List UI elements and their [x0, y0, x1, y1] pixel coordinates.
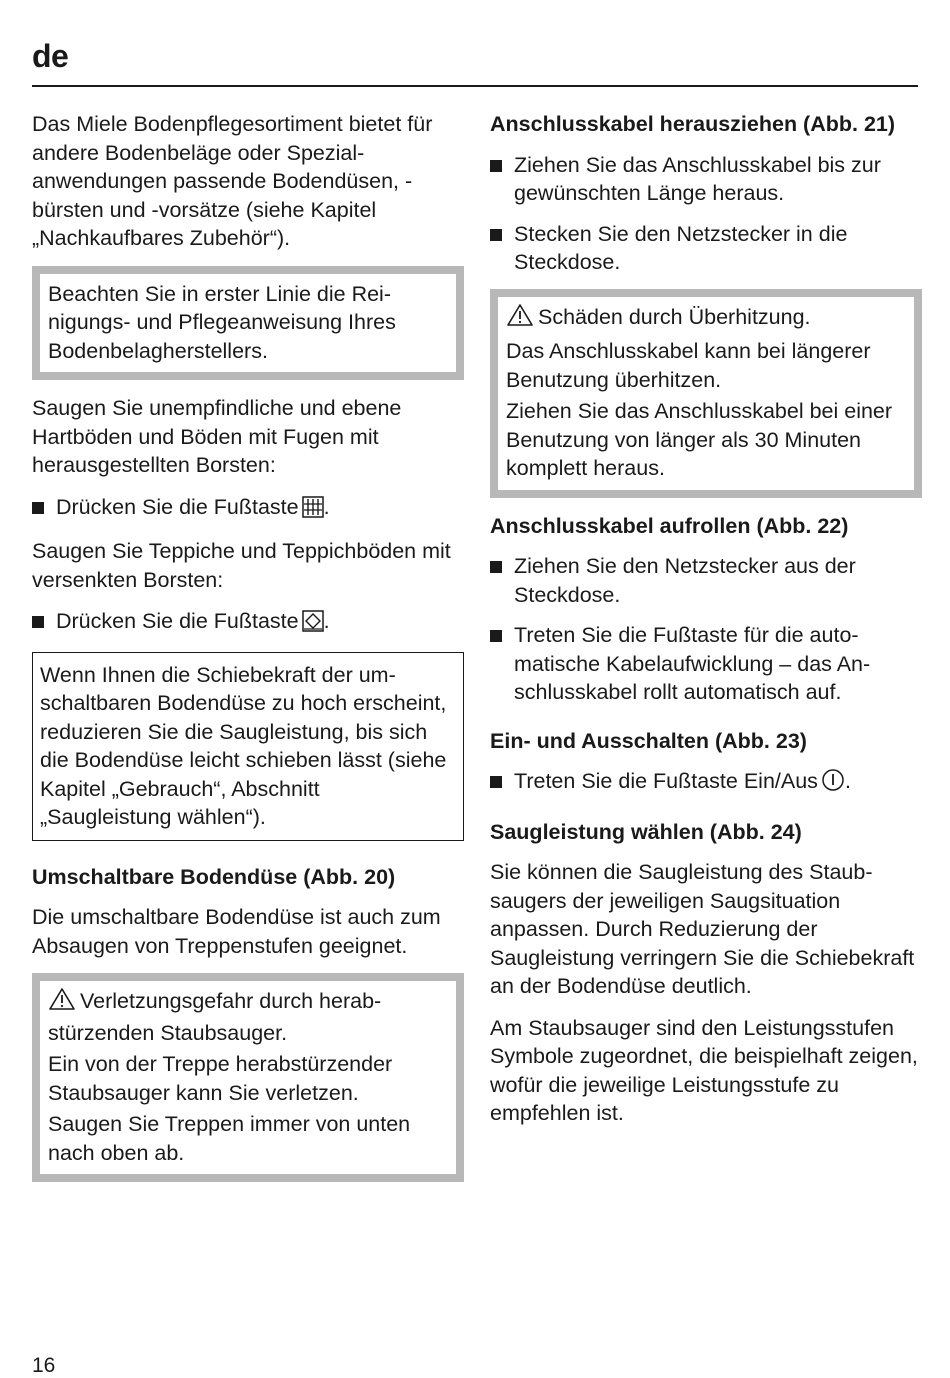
on-off-step: Treten Sie die Fußtaste Ein/Aus .	[490, 767, 922, 800]
carpet-pedal-icon	[302, 610, 324, 640]
on-off-step-text: Treten Sie die Fußtaste Ein/Aus	[514, 769, 818, 793]
stairs-warning-line1: Ein von der Treppe herabstürzender Staubsauger kann Sie verletzen.	[48, 1052, 393, 1105]
heading-on-off: Ein- und Ausschalten (Abb. 23)	[490, 728, 807, 753]
nozzle-paragraph: Die umschaltbare Bodendüse ist auch zum Absaugen von Treppenstufen geeignet.	[32, 905, 441, 958]
header-rule	[32, 85, 918, 87]
heading-pull-cable: Anschlusskabel herausziehen (Abb. 21)	[490, 112, 896, 136]
warning-triangle-icon	[506, 303, 534, 335]
overheat-warning-line2: Ziehen Sie das Anschlusskabel bei einer Benutzung von länger als 30 Minuten komplett heraus.	[506, 399, 893, 480]
heading-suction-power: Saugleistung wählen (Abb. 24)	[490, 819, 802, 844]
carpet-step: Drücken Sie die Fußtaste .	[32, 607, 464, 640]
pull-step-1-text: Ziehen Sie das Anschlusskabel bis zur gewünschten Länge heraus.	[514, 152, 881, 205]
bullet-square	[490, 630, 502, 642]
language-code: de	[32, 38, 69, 74]
push-force-note	[32, 652, 464, 841]
hard-floor-pedal-icon	[302, 496, 324, 526]
bullet-square	[490, 229, 502, 241]
rewind-step-2-text: Treten Sie die Fußtaste für die automatische Kabelaufwicklung – das Anschlusskabel rollt automatisch auf.	[514, 623, 871, 704]
bullet-square	[32, 502, 44, 514]
heading-switchable-nozzle: Umschaltbare Bodendüse (Abb. 20)	[32, 864, 396, 889]
pull-step-1	[490, 151, 922, 208]
floor-care-note-text: Beachten Sie in erster Linie die Reinigungs- und Pflegeanweisung Ihres Bodenbelagherstellers.	[48, 281, 396, 363]
hard-floor-paragraph: Saugen Sie unempfindliche und ebene Hartböden und Böden mit Fugen mit herausgestellten Borsten:	[32, 396, 402, 477]
carpet-step-text: Drücken Sie die Fußtaste	[56, 609, 299, 633]
pull-step-2-text: Stecken Sie den Netzstecker in die Steckdose.	[514, 221, 848, 274]
power-on-off-icon	[821, 768, 845, 800]
page-number: 16	[32, 1354, 56, 1377]
bullet-square	[490, 776, 502, 788]
hard-floor-step-text: Drücken Sie die Fußtaste	[56, 494, 299, 519]
rewind-step-1	[490, 552, 922, 609]
stairs-warning-title: Verletzungsgefahr durch herabstürzenden Staubsauger.	[48, 989, 382, 1045]
floor-care-note	[32, 266, 464, 381]
push-force-note-text: Wenn Ihnen die Schiebekraft der umschaltbaren Bodendüse zu hoch erscheint, reduzieren Sie die Saugleistung, bis sich die Bodendüse leicht schieben lässt (siehe Kapitel „Gebrauch“, Abschnitt „Saugleistung wählen“).	[40, 662, 447, 829]
bullet-square	[490, 160, 502, 172]
stairs-warning-line2: Saugen Sie Treppen immer von unten nach oben ab.	[48, 1112, 411, 1165]
overheat-warning-line1: Das Anschlusskabel kann bei längerer Benutzung überhitzen.	[506, 339, 871, 392]
intro-paragraph: Das Miele Bodenpflegesortiment bietet für andere Bodenbeläge oder Spezialanwendungen passende Bodendüsen, -bürsten und -vorsätze (siehe Kapitel „Nachkaufbares Zubehör“).	[32, 112, 433, 250]
rewind-step-2	[490, 621, 922, 707]
hard-floor-step: Drücken Sie die Fußtaste .	[32, 493, 464, 526]
right-column	[490, 110, 922, 1141]
suction-power-paragraph-2: Am Staubsauger sind den Leistungsstufen Symbole zugeordnet, die beispielhaft zeigen, wofür die jeweilige Leistungsstufe zu empfehlen ist.	[490, 1015, 918, 1125]
rewind-step-1-text: Ziehen Sie den Netzstecker aus der Steckdose.	[514, 554, 856, 607]
bullet-square	[32, 616, 44, 628]
suction-power-paragraph-1: Sie können die Saugleistung des Staubsaugers der jeweiligen Saugsituation anpassen. Durch Reduzierung der Saugleistung verringern Sie die Schiebekraft an der Bodendüse deutlich.	[490, 860, 915, 998]
heading-rewind-cable: Anschlusskabel aufrollen (Abb. 22)	[490, 513, 849, 538]
carpet-paragraph: Saugen Sie Teppiche und Teppichböden mit versenkten Borsten:	[32, 539, 451, 592]
left-column	[32, 110, 464, 1196]
pull-step-2	[490, 220, 922, 277]
warning-triangle-icon	[48, 987, 76, 1019]
overheat-warning-box	[490, 289, 922, 498]
stairs-warning-box	[32, 973, 464, 1182]
overheat-warning-title: Schäden durch Überhitzung.	[538, 304, 811, 329]
bullet-square	[490, 561, 502, 573]
